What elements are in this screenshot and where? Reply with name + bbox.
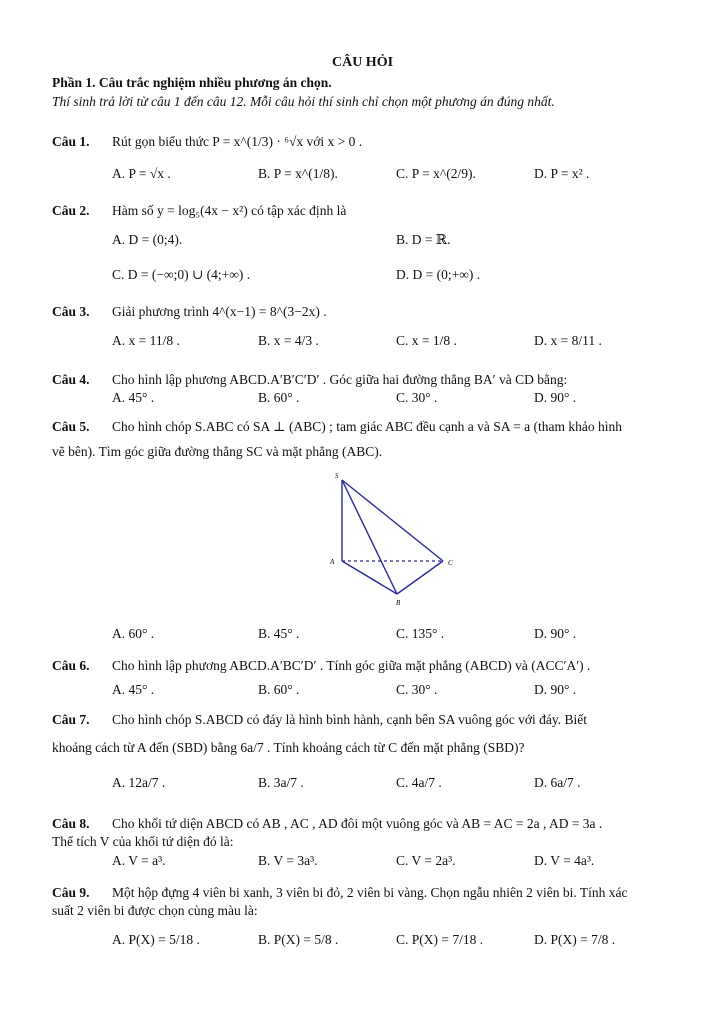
question-number: Câu 7.: [52, 712, 90, 727]
label-c: C: [448, 559, 453, 567]
q7-option-b[interactable]: B. 3a/7 .: [258, 775, 304, 790]
q1-option-b[interactable]: B. P = x^(1/8).: [258, 166, 338, 181]
q6-option-c[interactable]: C. 30° .: [396, 682, 438, 697]
q6-option-d[interactable]: D. 90° .: [534, 682, 577, 697]
q5-option-c[interactable]: C. 135° .: [396, 626, 445, 641]
q1-option-a[interactable]: A. P = √x .: [112, 166, 171, 181]
q2-option-a[interactable]: A. D = (0;4).: [112, 232, 183, 247]
question-stem: Cho hình chóp S.ABCD có đáy là hình bình hành, cạnh bên SA vuông góc với đáy. Biết: [112, 712, 587, 727]
question-6: [52, 658, 590, 674]
question-1: [52, 134, 362, 150]
q8-option-c[interactable]: C. V = 2a³.: [396, 853, 456, 868]
question-stem: Giải phương trình 4^(x−1) = 8^(3−2x) .: [112, 304, 327, 319]
q2-option-d[interactable]: D. D = (0;+∞) .: [396, 267, 481, 282]
q7-option-c[interactable]: C. 4a/7 .: [396, 775, 442, 790]
q7-option-a[interactable]: A. 12a/7 .: [112, 775, 166, 790]
q4-option-a[interactable]: A. 45° .: [112, 390, 155, 405]
q9-option-c[interactable]: C. P(X) = 7/18 .: [396, 932, 484, 947]
question-2: [52, 203, 346, 219]
question-stem-continued: suất 2 viên bi được chọn cùng màu là:: [52, 903, 258, 918]
edge-sc: [342, 480, 443, 561]
q4-option-b[interactable]: B. 60° .: [258, 390, 300, 405]
question-stem: Rút gọn biểu thức P = x^(1/3) · ⁶√x với x > 0 .: [112, 134, 363, 149]
q9-option-a[interactable]: A. P(X) = 5/18 .: [112, 932, 200, 947]
q5-option-b[interactable]: B. 45° .: [258, 626, 300, 641]
question-4: [52, 372, 567, 388]
edge-bc: [397, 561, 443, 594]
page-title: CÂU HỎI: [331, 55, 394, 70]
q2-option-c[interactable]: C. D = (−∞;0) ∪ (4;+∞) .: [112, 267, 251, 282]
question-stem: Cho hình lập phương ABCD.A′BC′D′ . Tính góc giữa mặt phẳng (ABCD) và (ACC′A′) .: [112, 658, 591, 673]
question-3: [52, 304, 327, 320]
q3-option-d[interactable]: D. x = 8/11 .: [534, 333, 602, 348]
question-stem-continued: Thể tích V của khối tứ diện đó là:: [52, 834, 234, 849]
q5-option-d[interactable]: D. 90° .: [534, 626, 577, 641]
q3-option-c[interactable]: C. x = 1/8 .: [396, 333, 457, 348]
q2-option-b[interactable]: B. D = ℝ.: [396, 232, 451, 247]
q9-option-b[interactable]: B. P(X) = 5/8 .: [258, 932, 339, 947]
q3-option-a[interactable]: A. x = 11/8 .: [112, 333, 180, 348]
q5-option-a[interactable]: A. 60° .: [112, 626, 155, 641]
q9-option-d[interactable]: D. P(X) = 7/8 .: [534, 932, 616, 947]
question-number: Câu 9.: [52, 885, 90, 900]
part-heading: Phần 1. Câu trắc nghiệm nhiều phương án chọn.: [52, 75, 332, 90]
question-number: Câu 2.: [52, 203, 90, 218]
label-s: S: [335, 472, 339, 480]
q4-option-d[interactable]: D. 90° .: [534, 390, 577, 405]
instruction: Thí sinh trả lời từ câu 1 đến câu 12. Mỗi câu hỏi thí sinh chỉ chọn một phương án đúng nhất.: [52, 94, 555, 109]
q8-option-d[interactable]: D. V = 4a³.: [534, 853, 595, 868]
label-a: A: [330, 558, 335, 566]
question-stem-continued: khoảng cách từ A đến (SBD) bằng 6a/7 . Tính khoảng cách từ C đến mặt phẳng (SBD)?: [52, 740, 525, 755]
question-number: Câu 1.: [52, 134, 90, 149]
question-stem: Cho hình lập phương ABCD.A′B′C′D′ . Góc giữa hai đường thẳng BA′ và CD bằng:: [112, 372, 568, 387]
question-8: [52, 816, 602, 832]
label-b: B: [396, 599, 401, 607]
question-stem-continued: vẽ bên). Tìm góc giữa đường thẳng SC và mặt phẳng (ABC).: [52, 444, 383, 459]
question-number: Câu 6.: [52, 658, 90, 673]
pyramid-figure: [320, 468, 470, 610]
question-number: Câu 3.: [52, 304, 90, 319]
question-9: [52, 885, 628, 901]
q7-option-d[interactable]: D. 6a/7 .: [534, 775, 581, 790]
q3-option-b[interactable]: B. x = 4/3 .: [258, 333, 319, 348]
question-7: [52, 712, 587, 728]
question-stem: Một hộp đựng 4 viên bi xanh, 3 viên bi đỏ, 2 viên bi vàng. Chọn ngẫu nhiên 2 viên bi. Tính xác: [112, 885, 628, 900]
question-number: Câu 4.: [52, 372, 90, 387]
q1-option-c[interactable]: C. P = x^(2/9).: [396, 166, 476, 181]
q8-option-a[interactable]: A. V = a³.: [112, 853, 166, 868]
question-number: Câu 5.: [52, 419, 90, 434]
question-number: Câu 8.: [52, 816, 90, 831]
q4-option-c[interactable]: C. 30° .: [396, 390, 438, 405]
question-stem: Hàm số y = log₅(4x − x²) có tập xác định là: [112, 203, 347, 218]
q1-option-d[interactable]: D. P = x² .: [534, 166, 590, 181]
question-5: [52, 419, 622, 435]
question-stem: Cho hình chóp S.ABC có SA ⊥ (ABC) ; tam giác ABC đều cạnh a và SA = a (tham khảo hình: [112, 419, 623, 434]
q8-option-b[interactable]: B. V = 3a³.: [258, 853, 318, 868]
q6-option-a[interactable]: A. 45° .: [112, 682, 155, 697]
question-stem: Cho khối tứ diện ABCD có AB , AC , AD đôi một vuông góc và AB = AC = 2a , AD = 3a .: [112, 816, 603, 831]
q6-option-b[interactable]: B. 60° .: [258, 682, 300, 697]
